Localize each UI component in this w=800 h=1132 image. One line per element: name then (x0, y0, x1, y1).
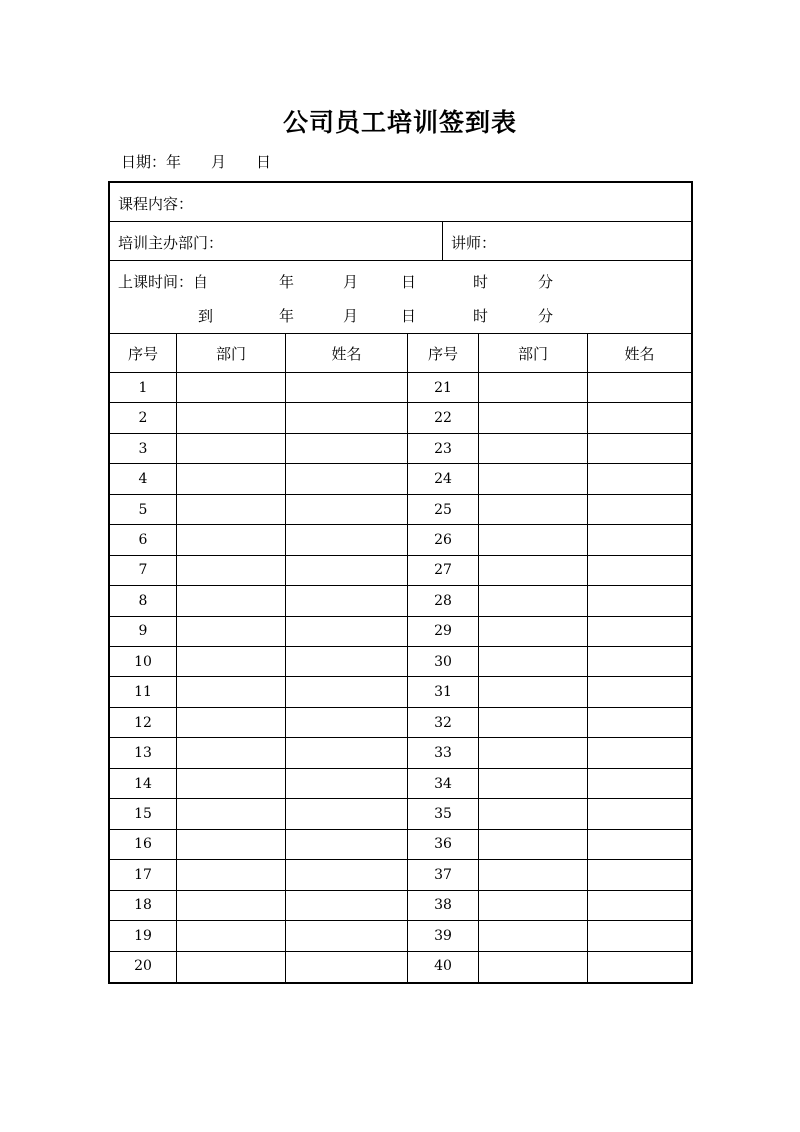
date-day-label: 日 (256, 153, 272, 171)
seq-left: 9 (138, 623, 148, 640)
time-row (110, 261, 691, 334)
dept-right-cell[interactable] (479, 525, 587, 554)
name-left-cell[interactable] (286, 403, 407, 432)
table-row (110, 830, 691, 860)
name-left-cell[interactable] (286, 586, 407, 615)
dept-left-cell[interactable] (177, 464, 285, 493)
table-row (110, 403, 691, 433)
seq-left: 20 (134, 958, 152, 975)
document-title: 公司员工培训签到表 (282, 108, 517, 137)
name-left-cell[interactable] (286, 525, 407, 554)
seq-left: 16 (134, 836, 152, 853)
seq-right: 32 (434, 714, 452, 731)
table-row (110, 678, 691, 708)
dept-left-cell[interactable] (177, 952, 285, 981)
table-header-row (110, 334, 691, 373)
seq-right: 27 (434, 562, 452, 579)
name-left-cell[interactable] (286, 891, 407, 920)
seq-right: 36 (434, 836, 452, 853)
seq-left: 4 (138, 471, 148, 488)
name-left-cell[interactable] (286, 799, 407, 828)
name-right-cell[interactable] (588, 617, 691, 646)
table-row (110, 586, 691, 616)
seq-left: 8 (138, 592, 148, 609)
seq-right: 40 (434, 958, 452, 975)
table-row (110, 464, 691, 494)
time-from-hour: 时 (473, 273, 489, 291)
time-to-minute: 分 (538, 307, 554, 325)
name-right-cell[interactable] (588, 678, 691, 707)
department-divider (442, 222, 443, 260)
name-right-cell[interactable] (588, 647, 691, 676)
name-left-cell[interactable] (286, 830, 407, 859)
header-dept-right: 部门 (517, 344, 548, 363)
dept-right-cell[interactable] (479, 708, 587, 737)
dept-right-cell[interactable] (479, 678, 587, 707)
seq-right: 25 (434, 501, 452, 518)
time-from-day: 日 (401, 273, 417, 291)
name-left-cell[interactable] (286, 952, 407, 981)
dept-left-cell[interactable] (177, 891, 285, 920)
seq-right: 21 (434, 379, 452, 396)
seq-right: 37 (434, 866, 452, 883)
dept-left-cell[interactable] (177, 708, 285, 737)
name-left-cell[interactable] (286, 495, 407, 524)
name-right-cell[interactable] (588, 434, 691, 463)
table-row (110, 860, 691, 890)
seq-right: 28 (434, 592, 452, 609)
name-left-cell[interactable] (286, 708, 407, 737)
dept-right-cell[interactable] (479, 952, 587, 981)
time-to-day: 日 (401, 307, 417, 325)
seq-right: 35 (434, 806, 452, 823)
table-row (110, 617, 691, 647)
seq-right: 39 (434, 927, 452, 944)
table-row (110, 556, 691, 586)
table-row (110, 799, 691, 829)
dept-left-cell[interactable] (177, 586, 285, 615)
time-to-month: 月 (343, 307, 359, 325)
dept-left-cell[interactable] (177, 647, 285, 676)
header-name-right: 姓名 (624, 344, 655, 363)
dept-right-cell[interactable] (479, 891, 587, 920)
seq-left: 7 (138, 562, 148, 579)
table-row (110, 495, 691, 525)
dept-right-cell[interactable] (479, 403, 587, 432)
dept-right-cell[interactable] (479, 738, 587, 767)
dept-left-cell[interactable] (177, 830, 285, 859)
seq-right: 33 (434, 745, 452, 762)
name-right-cell[interactable] (588, 799, 691, 828)
dept-left-cell[interactable] (177, 434, 285, 463)
date-label: 日期：年 (121, 153, 182, 171)
dept-left-cell[interactable] (177, 799, 285, 828)
department-label: 培训主办部门： (118, 234, 224, 252)
dept-right-cell[interactable] (479, 860, 587, 889)
seq-left: 18 (134, 897, 152, 914)
seq-left: 2 (138, 410, 148, 427)
dept-right-cell[interactable] (479, 434, 587, 463)
name-left-cell[interactable] (286, 647, 407, 676)
seq-left: 10 (134, 653, 152, 670)
course-row (110, 183, 691, 222)
name-left-cell[interactable] (286, 556, 407, 585)
name-right-cell[interactable] (588, 738, 691, 767)
sign-in-form (108, 181, 693, 984)
name-left-cell[interactable] (286, 617, 407, 646)
dept-right-cell[interactable] (479, 586, 587, 615)
seq-right: 23 (434, 440, 452, 457)
dept-left-cell[interactable] (177, 860, 285, 889)
name-right-cell[interactable] (588, 495, 691, 524)
seq-left: 3 (138, 440, 148, 457)
dept-left-cell[interactable] (177, 738, 285, 767)
dept-left-cell[interactable] (177, 525, 285, 554)
seq-right: 29 (434, 623, 452, 640)
time-to-hour: 时 (473, 307, 489, 325)
time-to-year: 年 (279, 307, 295, 325)
seq-left: 14 (134, 775, 152, 792)
dept-left-cell[interactable] (177, 617, 285, 646)
dept-right-cell[interactable] (479, 617, 587, 646)
name-left-cell[interactable] (286, 860, 407, 889)
seq-right: 24 (434, 471, 452, 488)
dept-right-cell[interactable] (479, 799, 587, 828)
instructor-label: 讲师： (451, 234, 497, 252)
dept-left-cell[interactable] (177, 403, 285, 432)
name-right-cell[interactable] (588, 769, 691, 798)
name-left-cell[interactable] (286, 373, 407, 402)
dept-right-cell[interactable] (479, 373, 587, 402)
seq-left: 17 (134, 866, 152, 883)
seq-left: 19 (134, 927, 152, 944)
seq-left: 13 (134, 745, 152, 762)
seq-right: 38 (434, 897, 452, 914)
table-row (110, 434, 691, 464)
dept-right-cell[interactable] (479, 464, 587, 493)
dept-right-cell[interactable] (479, 830, 587, 859)
name-left-cell[interactable] (286, 769, 407, 798)
name-right-cell[interactable] (588, 525, 691, 554)
table-row (110, 921, 691, 951)
name-left-cell[interactable] (286, 738, 407, 767)
table-row (110, 769, 691, 799)
department-row (110, 222, 691, 261)
table-row (110, 952, 691, 981)
name-right-cell[interactable] (588, 708, 691, 737)
seq-left: 11 (134, 684, 152, 701)
seq-left: 6 (138, 531, 148, 548)
seq-right: 34 (434, 775, 452, 792)
dept-left-cell[interactable] (177, 556, 285, 585)
table-row (110, 708, 691, 738)
name-right-cell[interactable] (588, 373, 691, 402)
header-seq-right: 序号 (427, 344, 458, 363)
seq-right: 22 (434, 410, 452, 427)
dept-left-cell[interactable] (177, 769, 285, 798)
name-left-cell[interactable] (286, 464, 407, 493)
header-seq-left: 序号 (127, 344, 158, 363)
dept-right-cell[interactable] (479, 495, 587, 524)
dept-right-cell[interactable] (479, 921, 587, 950)
dept-right-cell[interactable] (479, 647, 587, 676)
table-row (110, 891, 691, 921)
seq-left: 12 (134, 714, 152, 731)
name-right-cell[interactable] (588, 891, 691, 920)
seq-left: 1 (138, 379, 148, 396)
dept-left-cell[interactable] (177, 495, 285, 524)
name-left-cell[interactable] (286, 921, 407, 950)
dept-left-cell[interactable] (177, 921, 285, 950)
seq-left: 5 (138, 501, 148, 518)
name-right-cell[interactable] (588, 952, 691, 981)
dept-left-cell[interactable] (177, 373, 285, 402)
table-row (110, 647, 691, 677)
name-right-cell[interactable] (588, 921, 691, 950)
seq-right: 31 (434, 684, 452, 701)
seq-right: 30 (434, 653, 452, 670)
header-name-left: 姓名 (331, 344, 362, 363)
header-dept-left: 部门 (215, 344, 246, 363)
name-right-cell[interactable] (588, 403, 691, 432)
dept-left-cell[interactable] (177, 678, 285, 707)
name-left-cell[interactable] (286, 434, 407, 463)
name-right-cell[interactable] (588, 830, 691, 859)
name-right-cell[interactable] (588, 464, 691, 493)
seq-left: 15 (134, 806, 152, 823)
table-row (110, 373, 691, 403)
name-right-cell[interactable] (588, 556, 691, 585)
table-row (110, 738, 691, 768)
date-month-label: 月 (211, 153, 227, 171)
course-label: 课程内容： (118, 195, 194, 213)
time-from-year: 年 (279, 273, 295, 291)
time-from-minute: 分 (538, 273, 554, 291)
time-from-label: 上课时间：自 (118, 273, 209, 291)
name-right-cell[interactable] (588, 860, 691, 889)
name-right-cell[interactable] (588, 586, 691, 615)
table-row (110, 525, 691, 555)
date-line (121, 151, 271, 172)
name-left-cell[interactable] (286, 678, 407, 707)
dept-right-cell[interactable] (479, 769, 587, 798)
dept-right-cell[interactable] (479, 556, 587, 585)
time-to-label: 到 (198, 307, 214, 325)
time-from-month: 月 (343, 273, 359, 291)
seq-right: 26 (434, 531, 452, 548)
